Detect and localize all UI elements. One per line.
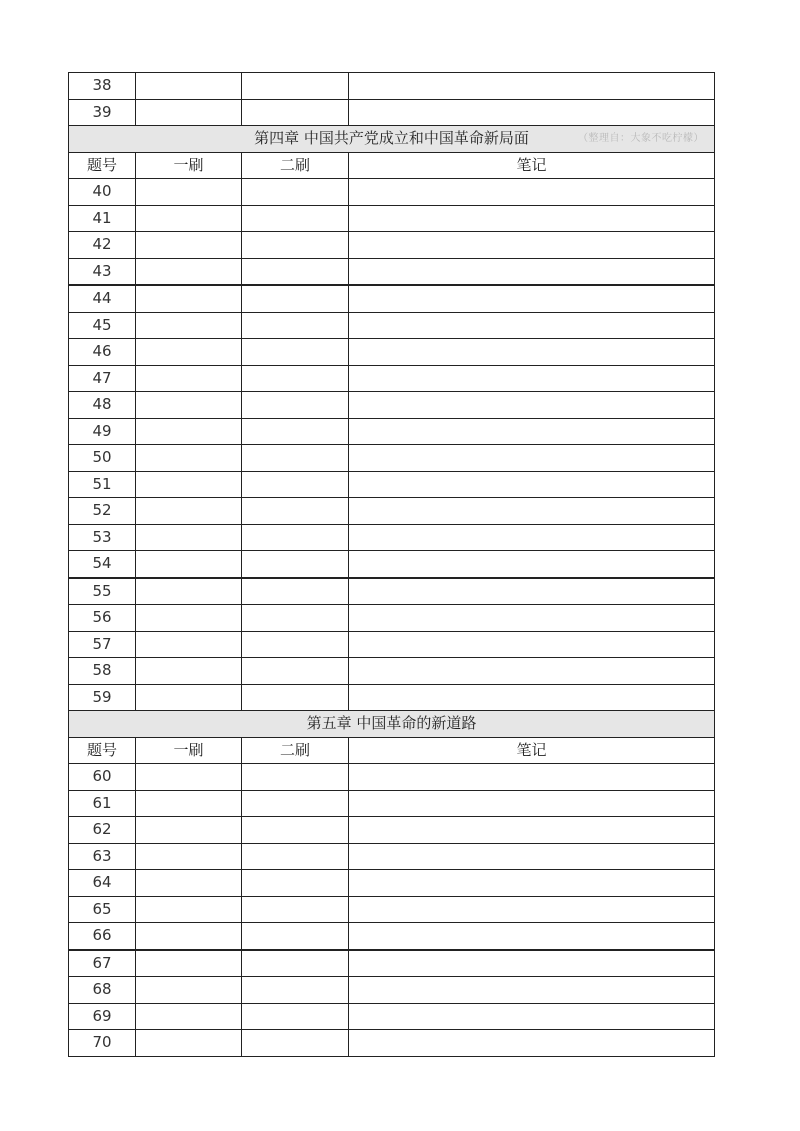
- table-row: [69, 365, 715, 392]
- second-pass-cell: [242, 285, 349, 312]
- notes-cell: [349, 551, 715, 578]
- table-row: [69, 950, 715, 977]
- table-row: [69, 790, 715, 817]
- table-row: [69, 471, 715, 498]
- first-pass-cell: [136, 843, 242, 870]
- chapter-title: 第四章 中国共产党成立和中国革命新局面: [254, 129, 529, 148]
- question-number-cell: 38: [69, 73, 136, 100]
- first-pass-cell: [136, 392, 242, 419]
- table-row: [69, 923, 715, 950]
- first-pass-cell: [136, 977, 242, 1004]
- second-pass-cell: [242, 923, 349, 950]
- header-notes: 笔记: [349, 152, 715, 179]
- question-number-cell: 64: [69, 870, 136, 897]
- second-pass-cell: [242, 551, 349, 578]
- first-pass-cell: [136, 498, 242, 525]
- notes-cell: [349, 817, 715, 844]
- notes-cell: [349, 445, 715, 472]
- second-pass-cell: [242, 1003, 349, 1030]
- question-number-cell: 70: [69, 1030, 136, 1057]
- notes-cell: [349, 99, 715, 126]
- notes-cell: [349, 950, 715, 977]
- chapter-header-row: [69, 126, 715, 153]
- table-row: [69, 578, 715, 605]
- second-pass-cell: [242, 471, 349, 498]
- second-pass-cell: [242, 658, 349, 685]
- notes-cell: [349, 498, 715, 525]
- question-number-cell: 68: [69, 977, 136, 1004]
- header-first-pass: 一刷: [136, 152, 242, 179]
- notes-cell: [349, 285, 715, 312]
- second-pass-cell: [242, 977, 349, 1004]
- first-pass-cell: [136, 365, 242, 392]
- first-pass-cell: [136, 258, 242, 285]
- second-pass-cell: [242, 339, 349, 366]
- second-pass-cell: [242, 605, 349, 632]
- first-pass-cell: [136, 578, 242, 605]
- first-pass-cell: [136, 524, 242, 551]
- question-number-cell: 49: [69, 418, 136, 445]
- question-number-cell: 51: [69, 471, 136, 498]
- question-number-cell: 43: [69, 258, 136, 285]
- question-number-cell: 54: [69, 551, 136, 578]
- notes-cell: [349, 764, 715, 791]
- notes-cell: [349, 684, 715, 711]
- header-second-pass: 二刷: [242, 152, 349, 179]
- question-number-cell: 69: [69, 1003, 136, 1030]
- question-number-cell: 59: [69, 684, 136, 711]
- table-row: [69, 896, 715, 923]
- notes-cell: [349, 977, 715, 1004]
- table-row: [69, 764, 715, 791]
- table-row: [69, 1003, 715, 1030]
- first-pass-cell: [136, 923, 242, 950]
- first-pass-cell: [136, 1003, 242, 1030]
- second-pass-cell: [242, 99, 349, 126]
- table-row: [69, 205, 715, 232]
- table-row: [69, 605, 715, 632]
- question-number-cell: 55: [69, 578, 136, 605]
- table-row: [69, 179, 715, 206]
- first-pass-cell: [136, 232, 242, 259]
- notes-cell: [349, 605, 715, 632]
- notes-cell: [349, 365, 715, 392]
- column-header-row: [69, 152, 715, 179]
- first-pass-cell: [136, 312, 242, 339]
- notes-cell: [349, 1003, 715, 1030]
- table-row: [69, 524, 715, 551]
- question-number-cell: 50: [69, 445, 136, 472]
- question-number-cell: 40: [69, 179, 136, 206]
- table-row: [69, 99, 715, 126]
- notes-cell: [349, 205, 715, 232]
- second-pass-cell: [242, 578, 349, 605]
- second-pass-cell: [242, 631, 349, 658]
- first-pass-cell: [136, 339, 242, 366]
- header-question-number: 题号: [69, 152, 136, 179]
- question-number-cell: 39: [69, 99, 136, 126]
- first-pass-cell: [136, 205, 242, 232]
- first-pass-cell: [136, 790, 242, 817]
- question-number-cell: 67: [69, 950, 136, 977]
- second-pass-cell: [242, 790, 349, 817]
- chapter-header-row: [69, 711, 715, 738]
- notes-cell: [349, 258, 715, 285]
- chapter-header-cell: [69, 126, 715, 153]
- first-pass-cell: [136, 605, 242, 632]
- notes-cell: [349, 339, 715, 366]
- first-pass-cell: [136, 285, 242, 312]
- second-pass-cell: [242, 258, 349, 285]
- question-number-cell: 62: [69, 817, 136, 844]
- second-pass-cell: [242, 365, 349, 392]
- first-pass-cell: [136, 684, 242, 711]
- question-number-cell: 45: [69, 312, 136, 339]
- second-pass-cell: [242, 73, 349, 100]
- second-pass-cell: [242, 896, 349, 923]
- header-notes: 笔记: [349, 737, 715, 764]
- table-row: [69, 392, 715, 419]
- notes-cell: [349, 232, 715, 259]
- table-row: [69, 843, 715, 870]
- first-pass-cell: [136, 471, 242, 498]
- second-pass-cell: [242, 445, 349, 472]
- question-number-cell: 65: [69, 896, 136, 923]
- second-pass-cell: [242, 684, 349, 711]
- second-pass-cell: [242, 950, 349, 977]
- table-row: [69, 258, 715, 285]
- question-number-cell: 66: [69, 923, 136, 950]
- notes-cell: [349, 418, 715, 445]
- table-row: [69, 631, 715, 658]
- second-pass-cell: [242, 817, 349, 844]
- notes-cell: [349, 631, 715, 658]
- question-number-cell: 63: [69, 843, 136, 870]
- question-number-cell: 56: [69, 605, 136, 632]
- table-row: [69, 445, 715, 472]
- first-pass-cell: [136, 445, 242, 472]
- notes-cell: [349, 658, 715, 685]
- first-pass-cell: [136, 870, 242, 897]
- notes-cell: [349, 843, 715, 870]
- second-pass-cell: [242, 1030, 349, 1057]
- second-pass-cell: [242, 870, 349, 897]
- table-row: [69, 73, 715, 100]
- table-row: [69, 232, 715, 259]
- table-row: [69, 684, 715, 711]
- notes-cell: [349, 73, 715, 100]
- first-pass-cell: [136, 418, 242, 445]
- question-number-cell: 42: [69, 232, 136, 259]
- notes-cell: [349, 312, 715, 339]
- chapter-header-cell: [69, 711, 715, 738]
- notes-cell: [349, 790, 715, 817]
- header-first-pass: 一刷: [136, 737, 242, 764]
- first-pass-cell: [136, 896, 242, 923]
- notes-cell: [349, 471, 715, 498]
- question-number-cell: 58: [69, 658, 136, 685]
- first-pass-cell: [136, 1030, 242, 1057]
- table-row: [69, 285, 715, 312]
- notes-cell: [349, 870, 715, 897]
- question-number-cell: 44: [69, 285, 136, 312]
- first-pass-cell: [136, 179, 242, 206]
- question-number-cell: 47: [69, 365, 136, 392]
- first-pass-cell: [136, 99, 242, 126]
- notes-cell: [349, 524, 715, 551]
- first-pass-cell: [136, 764, 242, 791]
- second-pass-cell: [242, 179, 349, 206]
- header-second-pass: 二刷: [242, 737, 349, 764]
- table-row: [69, 312, 715, 339]
- question-number-cell: 41: [69, 205, 136, 232]
- second-pass-cell: [242, 232, 349, 259]
- second-pass-cell: [242, 205, 349, 232]
- notes-cell: [349, 1030, 715, 1057]
- column-header-row: [69, 737, 715, 764]
- second-pass-cell: [242, 498, 349, 525]
- source-watermark: （整理自：大象不吃柠檬）: [578, 132, 704, 144]
- question-number-cell: 57: [69, 631, 136, 658]
- first-pass-cell: [136, 817, 242, 844]
- second-pass-cell: [242, 392, 349, 419]
- table-row: [69, 817, 715, 844]
- table-row: [69, 977, 715, 1004]
- second-pass-cell: [242, 843, 349, 870]
- second-pass-cell: [242, 524, 349, 551]
- table-row: [69, 870, 715, 897]
- header-question-number: 题号: [69, 737, 136, 764]
- first-pass-cell: [136, 950, 242, 977]
- notes-cell: [349, 179, 715, 206]
- second-pass-cell: [242, 764, 349, 791]
- chapter-title: 第五章 中国革命的新道路: [306, 714, 477, 733]
- question-number-cell: 61: [69, 790, 136, 817]
- notes-cell: [349, 578, 715, 605]
- table-row: [69, 551, 715, 578]
- question-number-cell: 46: [69, 339, 136, 366]
- question-number-cell: 53: [69, 524, 136, 551]
- notes-cell: [349, 896, 715, 923]
- table-row: [69, 658, 715, 685]
- question-number-cell: 52: [69, 498, 136, 525]
- table-row: [69, 498, 715, 525]
- second-pass-cell: [242, 312, 349, 339]
- notes-cell: [349, 392, 715, 419]
- first-pass-cell: [136, 73, 242, 100]
- second-pass-cell: [242, 418, 349, 445]
- question-number-cell: 48: [69, 392, 136, 419]
- table-row: [69, 339, 715, 366]
- notes-cell: [349, 923, 715, 950]
- table-row: [69, 1030, 715, 1057]
- table-body: [69, 73, 715, 1057]
- study-record-table: [68, 72, 715, 1057]
- question-number-cell: 60: [69, 764, 136, 791]
- first-pass-cell: [136, 551, 242, 578]
- first-pass-cell: [136, 658, 242, 685]
- first-pass-cell: [136, 631, 242, 658]
- table-row: [69, 418, 715, 445]
